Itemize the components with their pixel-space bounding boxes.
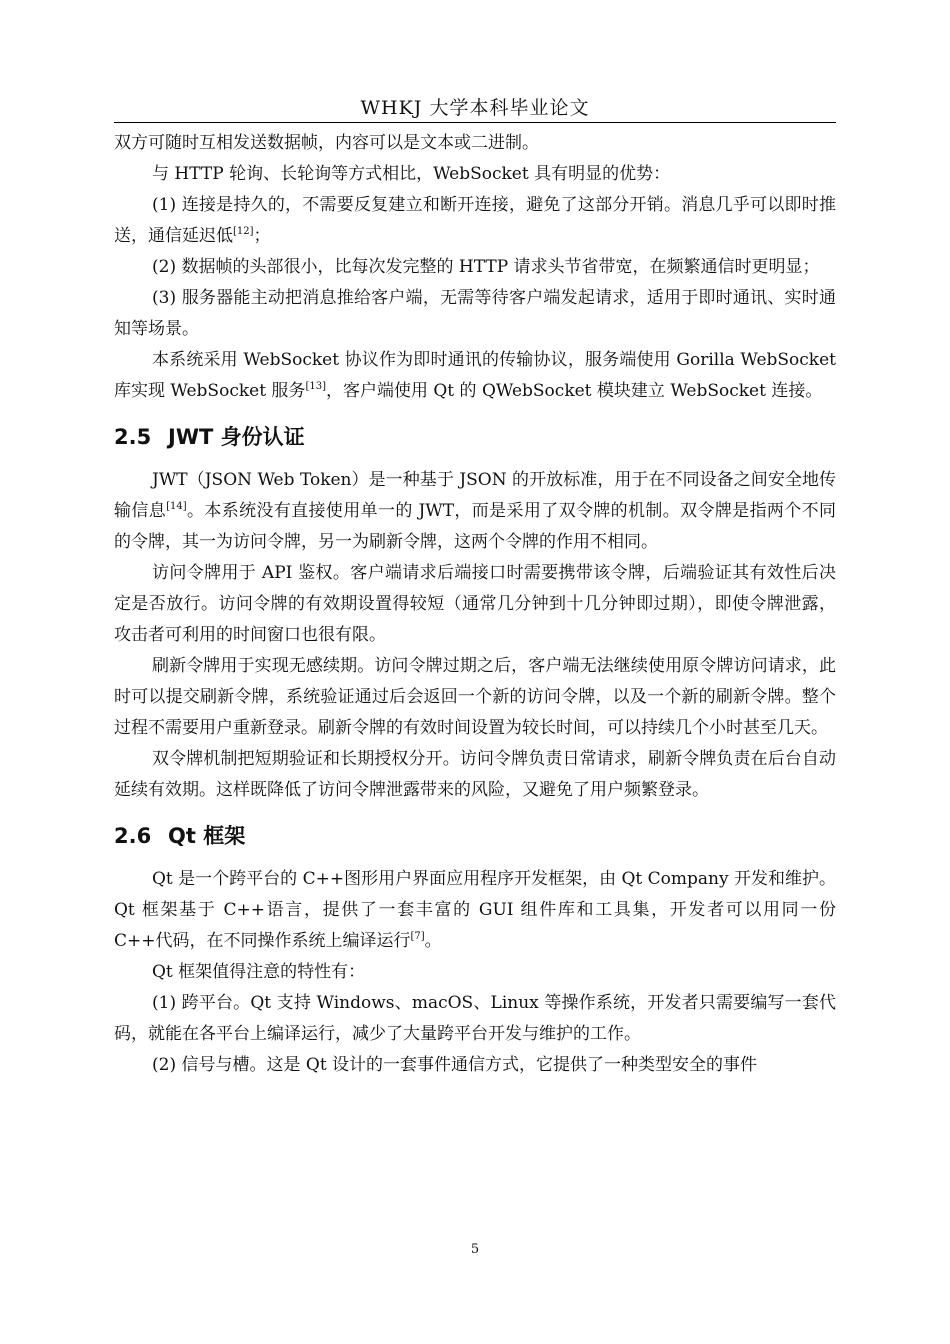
paragraph: (3) 服务器能主动把消息推给客户端，无需等待客户端发起请求，适用于即时通讯、实时通知等场景。 (114, 288, 836, 339)
paragraph: (2) 数据帧的头部很小，比每次发完整的 HTTP 请求头节省带宽，在频繁通信时更明显； (152, 257, 820, 277)
paragraph: (1) 跨平台。Qt 支持 Windows、macOS、Linux 等操作系统，开发者只需要编写一套代码，就能在各平台上编译运行，减少了大量跨平台开发与维护的工作。 (114, 993, 836, 1044)
running-header: WHKJ 大学本科毕业论文 (360, 97, 590, 119)
paragraph: Qt 是一个跨平台的 C++图形用户界面应用程序开发框架，由 Qt Company 开发和维护。Qt 框架基于 C++语言，提供了一套丰富的 GUI 组件库和工具集，开发者可以用同一份 C++代码，在不同操作系统上编译运行[7]。 (114, 869, 836, 951)
paragraph: (2) 信号与槽。这是 Qt 设计的一套事件通信方式，它提供了一种类型安全的事件 (152, 1055, 758, 1075)
citation: [13] (305, 381, 326, 392)
citation: [14] (166, 501, 187, 512)
paragraph: 与 HTTP 轮询、长轮询等方式相比，WebSocket 具有明显的优势： (152, 164, 671, 184)
paragraph: 双令牌机制把短期验证和长期授权分开。访问令牌负责日常请求，刷新令牌负责在后台自动延续有效期。这样既降低了访问令牌泄露带来的风险，又避免了用户频繁登录。 (114, 749, 836, 800)
section-number: 2.5 (114, 425, 152, 449)
citation: [7] (410, 931, 425, 942)
paragraph: JWT（JSON Web Token）是一种基于 JSON 的开放标准，用于在不同设备之间安全地传输信息[14]。本系统没有直接使用单一的 JWT，而是采用了双令牌的机制。双令牌是指两个不同的令牌，其一为访问令牌，另一为刷新令牌，这两个令牌的作用不相同。 (114, 470, 837, 552)
section-title: JWT 身份认证 (168, 425, 305, 449)
section-heading-2-5 (114, 420, 836, 454)
paragraph: 刷新令牌用于实现无感续期。访问令牌过期之后，客户端无法继续使用原令牌访问请求，此时可以提交刷新令牌，系统验证通过后会返回一个新的访问令牌，以及一个新的刷新令牌。整个过程不需要用户重新登录。刷新令牌的有效时间设置为较长时间，可以持续几个小时甚至几天。 (114, 656, 836, 738)
page-number: 5 (470, 1242, 480, 1257)
paragraph: (1) 连接是持久的，不需要反复建立和断开连接，避免了这部分开销。消息几乎可以即时推送，通信延迟低[12]； (114, 195, 836, 246)
section-title: Qt 框架 (168, 824, 246, 848)
paragraph: Qt 框架值得注意的特性有： (152, 962, 366, 982)
paragraph: 访问令牌用于 API 鉴权。客户端请求后端接口时需要携带该令牌，后端验证其有效性后决定是否放行。访问令牌的有效期设置得较短（通常几分钟到十几分钟即过期），即使令牌泄露，攻击者可利用的时间窗口也很有限。 (114, 563, 836, 645)
page-body (114, 128, 836, 1081)
section-heading-2-6 (114, 819, 836, 853)
header-rule (114, 122, 836, 123)
section-number: 2.6 (114, 824, 152, 848)
paragraph: 双方可随时互相发送数据帧，内容可以是文本或二进制。 (114, 133, 539, 153)
citation: [12] (233, 226, 254, 237)
paragraph: 本系统采用 WebSocket 协议作为即时通讯的传输协议，服务端使用 Gorilla WebSocket 库实现 WebSocket 服务[13]，客户端使用 Qt 的 QWebSocket 模块建立 WebSocket 连接。 (114, 350, 836, 401)
